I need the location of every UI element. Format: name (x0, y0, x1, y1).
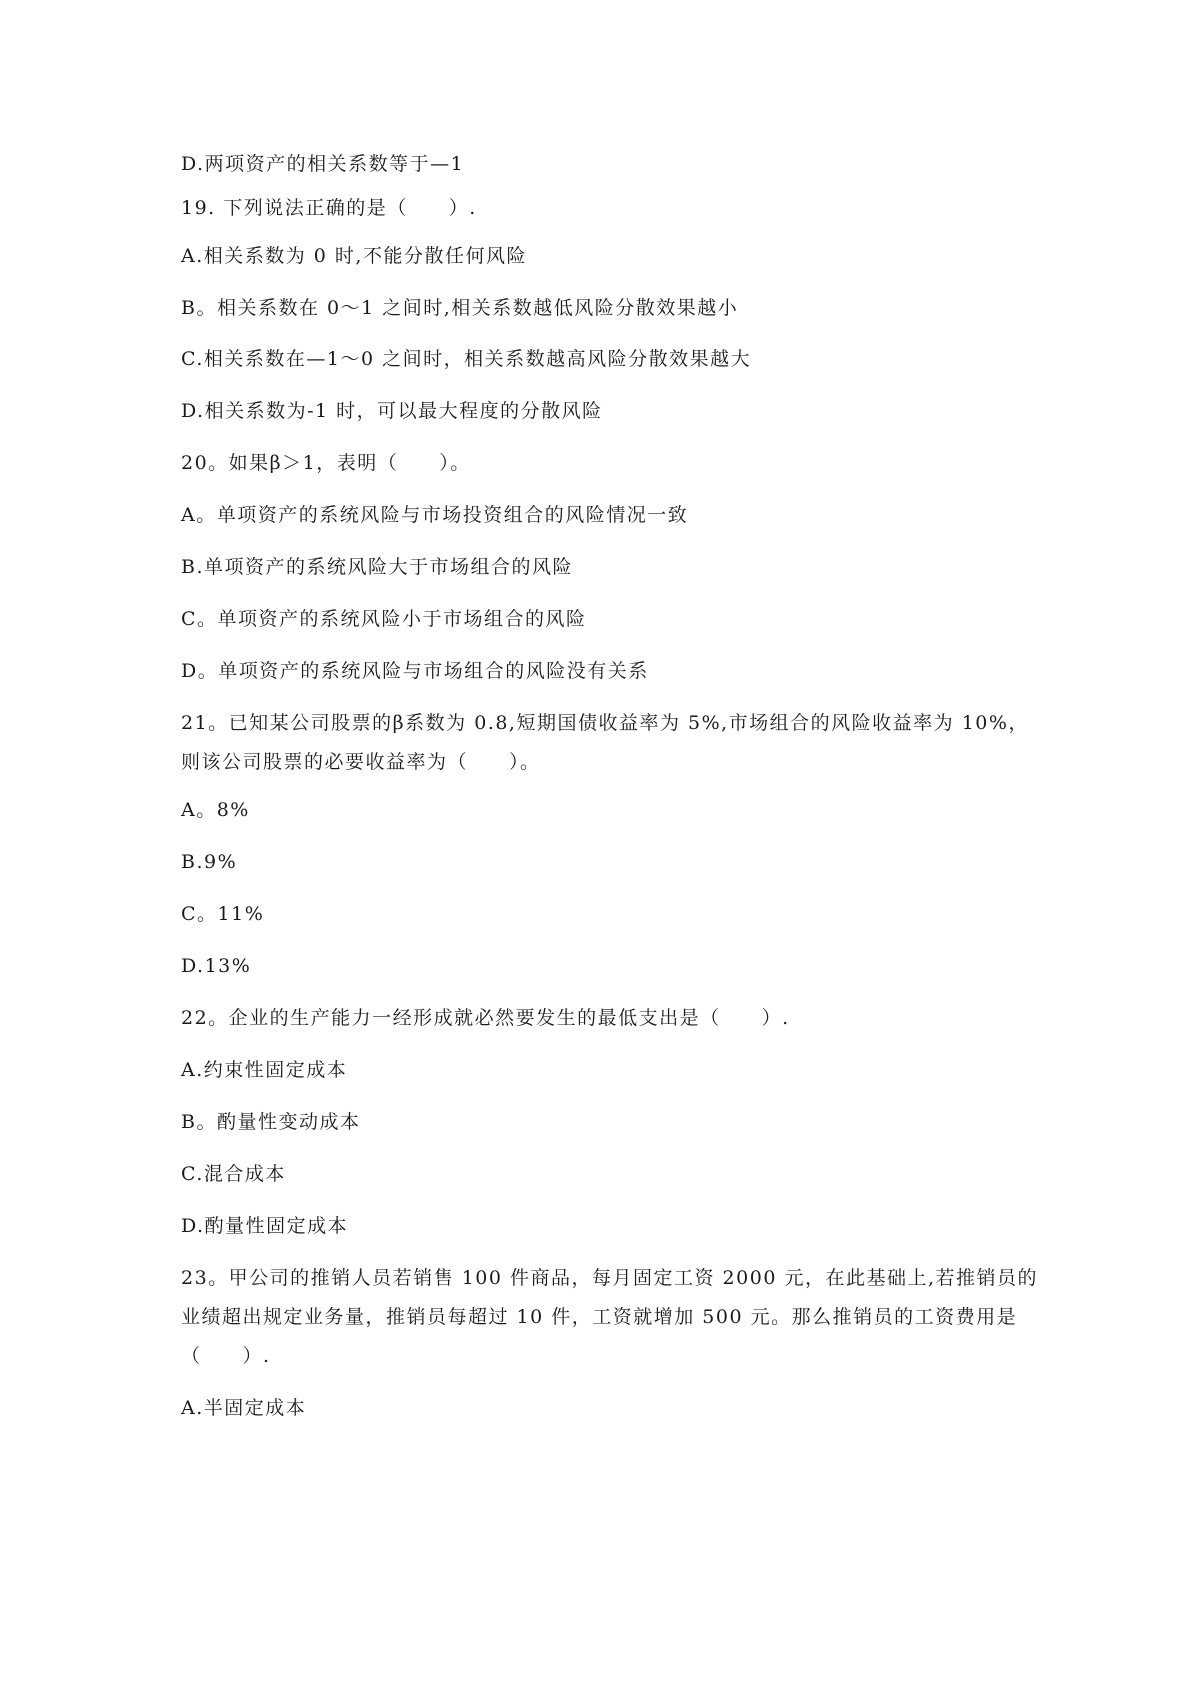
q19-option-b: B。相关系数在 0～1 之间时,相关系数越低风险分散效果越小 (181, 297, 739, 319)
q21-option-d: D.13% (181, 955, 252, 977)
q22-option-a: A.约束性固定成本 (181, 1059, 348, 1081)
q21-stem-line1: 21。已知某公司股票的β系数为 0.8,短期国债收益率为 5%,市场组合的风险收益率为 10%， (181, 712, 1029, 734)
q20-option-c: C。单项资产的系统风险小于市场组合的风险 (181, 608, 587, 630)
q21-option-b: B.9% (181, 851, 238, 873)
q23-stem-line2: 业绩超出规定业务量，推销员每超过 10 件，工资就增加 500 元。那么推销员的工资费用是 (181, 1306, 1018, 1328)
q23-option-a: A.半固定成本 (181, 1397, 307, 1419)
q21-option-c: C。11% (181, 903, 265, 925)
q19-option-d: D.相关系数为-1 时，可以最大程度的分散风险 (181, 400, 603, 422)
q20-stem: 20。如果β＞1，表明（ ）。 (181, 452, 471, 474)
q22-option-d: D.酌量性固定成本 (181, 1215, 349, 1237)
q20-option-b: B.单项资产的系统风险大于市场组合的风险 (181, 556, 574, 578)
q21-option-a: A。8% (181, 799, 250, 821)
q19-option-c: C.相关系数在—1～0 之间时，相关系数越高风险分散效果越大 (181, 348, 752, 370)
q18-option-d: D.两项资产的相关系数等于—1 (181, 153, 465, 175)
q23-stem-line3: （ ）. (181, 1345, 271, 1367)
q21-stem-line2: 则该公司股票的必要收益率为（ ）。 (181, 751, 541, 773)
q22-option-b: B。酌量性变动成本 (181, 1111, 361, 1133)
q20-option-d: D。单项资产的系统风险与市场组合的风险没有关系 (181, 660, 649, 682)
q22-option-c: C.混合成本 (181, 1163, 286, 1185)
q19-stem: 19. 下列说法正确的是（ ）. (181, 197, 477, 219)
q22-stem: 22。企业的生产能力一经形成就必然要发生的最低支出是（ ）. (181, 1007, 790, 1029)
q19-option-a: A.相关系数为 0 时,不能分散任何风险 (181, 245, 527, 267)
q20-option-a: A。单项资产的系统风险与市场投资组合的风险情况一致 (181, 504, 689, 526)
q23-stem-line1: 23。甲公司的推销人员若销售 100 件商品，每月固定工资 2000 元，在此基础上,若推销员的 (181, 1267, 1038, 1289)
